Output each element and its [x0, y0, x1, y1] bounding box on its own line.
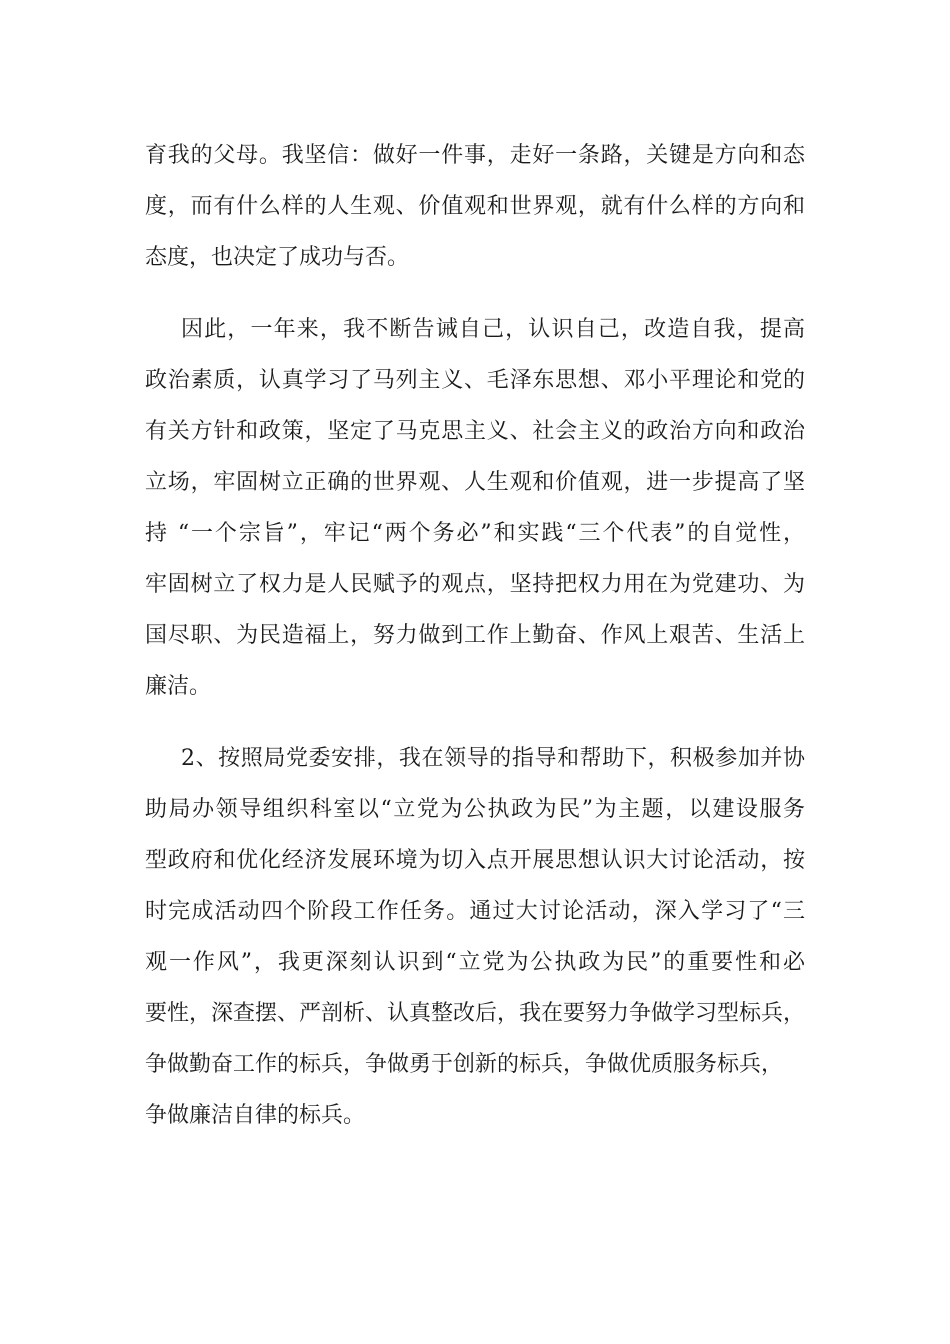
paragraph-2: [145, 304, 805, 712]
text-line: 牢固树立了权力是人民赋予的观点，坚持把权力用在为党建功、为: [145, 572, 805, 597]
text-line: 争做勤奋工作的标兵，争做勇于创新的标兵，争做优质服务标兵，: [145, 1052, 784, 1077]
text-line: 型政府和优化经济发展环境为切入点开展思想认识大讨论活动，按: [145, 848, 805, 873]
document-body: [145, 130, 805, 1141]
text-line: 助局办领导组织科室以“立党为公执政为民”为主题，以建设服务: [145, 797, 805, 822]
text-line: 育我的父母。我坚信：做好一件事，走好一条路，关键是方向和态: [145, 143, 805, 168]
text-line: 时完成活动四个阶段工作任务。通过大讨论活动，深入学习了“三: [145, 899, 805, 924]
text-line: 观一作风”，我更深刻认识到“立党为公执政为民”的重要性和必: [145, 950, 805, 975]
text-line: 廉洁。: [145, 674, 212, 699]
text-line: 2、按照局党委安排，我在领导的指导和帮助下，积极参加并协: [181, 746, 805, 771]
text-line: 国尽职、为民造福上，努力做到工作上勤奋、作风上艰苦、生活上: [145, 623, 805, 648]
text-line: 立场，牢固树立正确的世界观、人生观和价值观，进一步提高了坚: [145, 470, 805, 495]
paragraph-spacer: [145, 712, 805, 733]
text-line: 要性，深查摆、严剖析、认真整改后，我在要努力争做学习型标兵，: [145, 1001, 805, 1026]
text-line: 争做廉洁自律的标兵。: [145, 1103, 366, 1128]
paragraph-1: [145, 130, 805, 283]
text-line: 态度，也决定了成功与否。: [145, 245, 410, 270]
paragraph-spacer: [145, 283, 805, 304]
text-line: 因此，一年来，我不断告诫自己，认识自己，改造自我，提高: [181, 317, 805, 342]
paragraph-3: [145, 733, 805, 1141]
text-line: 有关方针和政策，坚定了马克思主义、社会主义的政治方向和政治: [145, 419, 805, 444]
text-line: 度，而有什么样的人生观、价值观和世界观，就有什么样的方向和: [145, 194, 805, 219]
text-line: 持 “一个宗旨”，牢记“两个务必”和实践“三个代表”的自觉性，: [145, 521, 805, 546]
text-line: 政治素质，认真学习了马列主义、毛泽东思想、邓小平理论和党的: [145, 368, 805, 393]
